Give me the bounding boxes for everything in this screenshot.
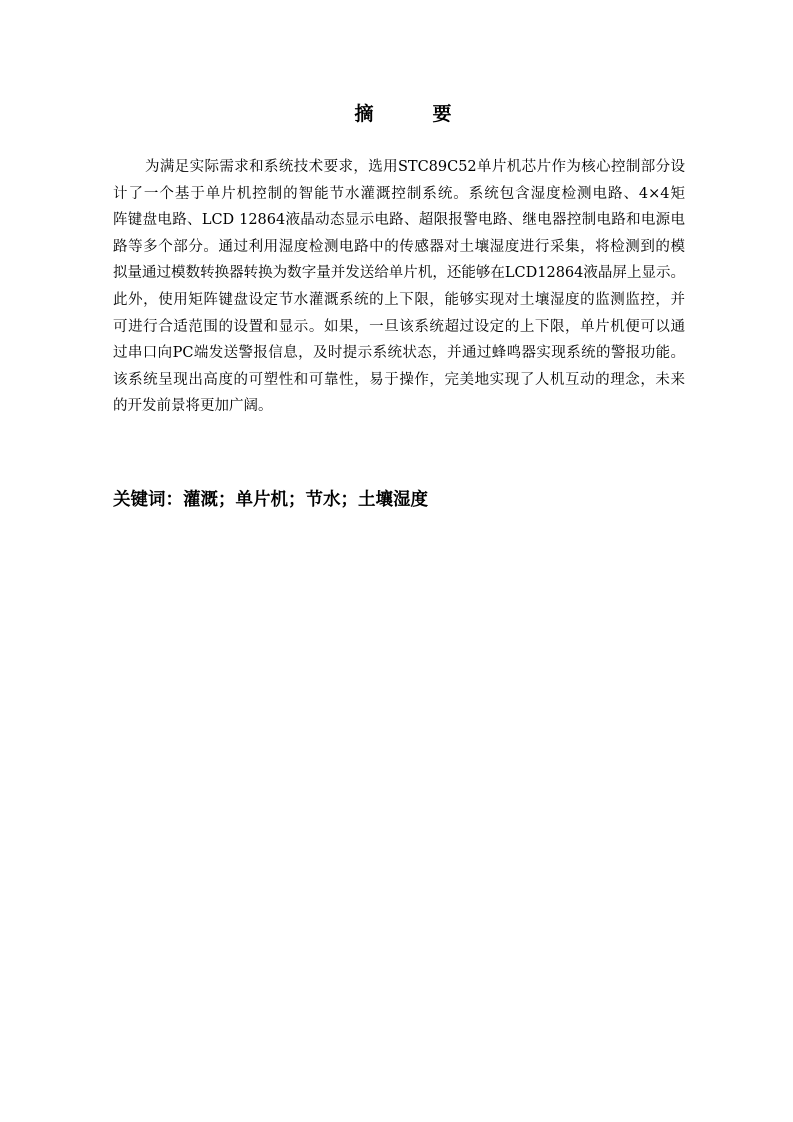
abstract-line: 该系统呈现出高度的可塑性和可靠性，易于操作，完美地实现了人机互动的理念，未来 xyxy=(113,371,685,388)
abstract-line: 路等多个部分。通过利用湿度检测电路中的传感器对土壤湿度进行采集，将检测到的模 xyxy=(113,238,685,255)
abstract-line: 此外，使用矩阵键盘设定节水灌溉系统的上下限，能够实现对土壤湿度的监测监控，并 xyxy=(113,291,685,308)
abstract-body xyxy=(113,154,685,420)
abstract-line: 阵键盘电路、LCD 12864液晶动态显示电路、超限报警电路、继电器控制电路和电源电 xyxy=(113,212,685,229)
abstract-title: 摘 要 xyxy=(354,103,472,125)
abstract-line: 拟量通过模数转换器转换为数字量并发送给单片机，还能够在LCD12864液晶屏上显示。 xyxy=(113,265,685,282)
abstract-line: 可进行合适范围的设置和显示。如果，一旦该系统超过设定的上下限，单片机便可以通 xyxy=(113,318,685,335)
abstract-line: 过串口向PC端发送警报信息，及时提示系统状态，并通过蜂鸣器实现系统的警报功能。 xyxy=(113,345,685,362)
abstract-line: 的开发前景将更加广阔。 xyxy=(113,398,273,415)
abstract-line: 为满足实际需求和系统技术要求，选用STC89C52单片机芯片作为核心控制部分设 xyxy=(145,159,685,175)
abstract-line: 计了一个基于单片机控制的智能节水灌溉控制系统。系统包含湿度检测电路、4×4矩 xyxy=(113,185,685,202)
keywords-line: 关键词：灌溉；单片机；节水；土壤湿度 xyxy=(113,490,428,510)
